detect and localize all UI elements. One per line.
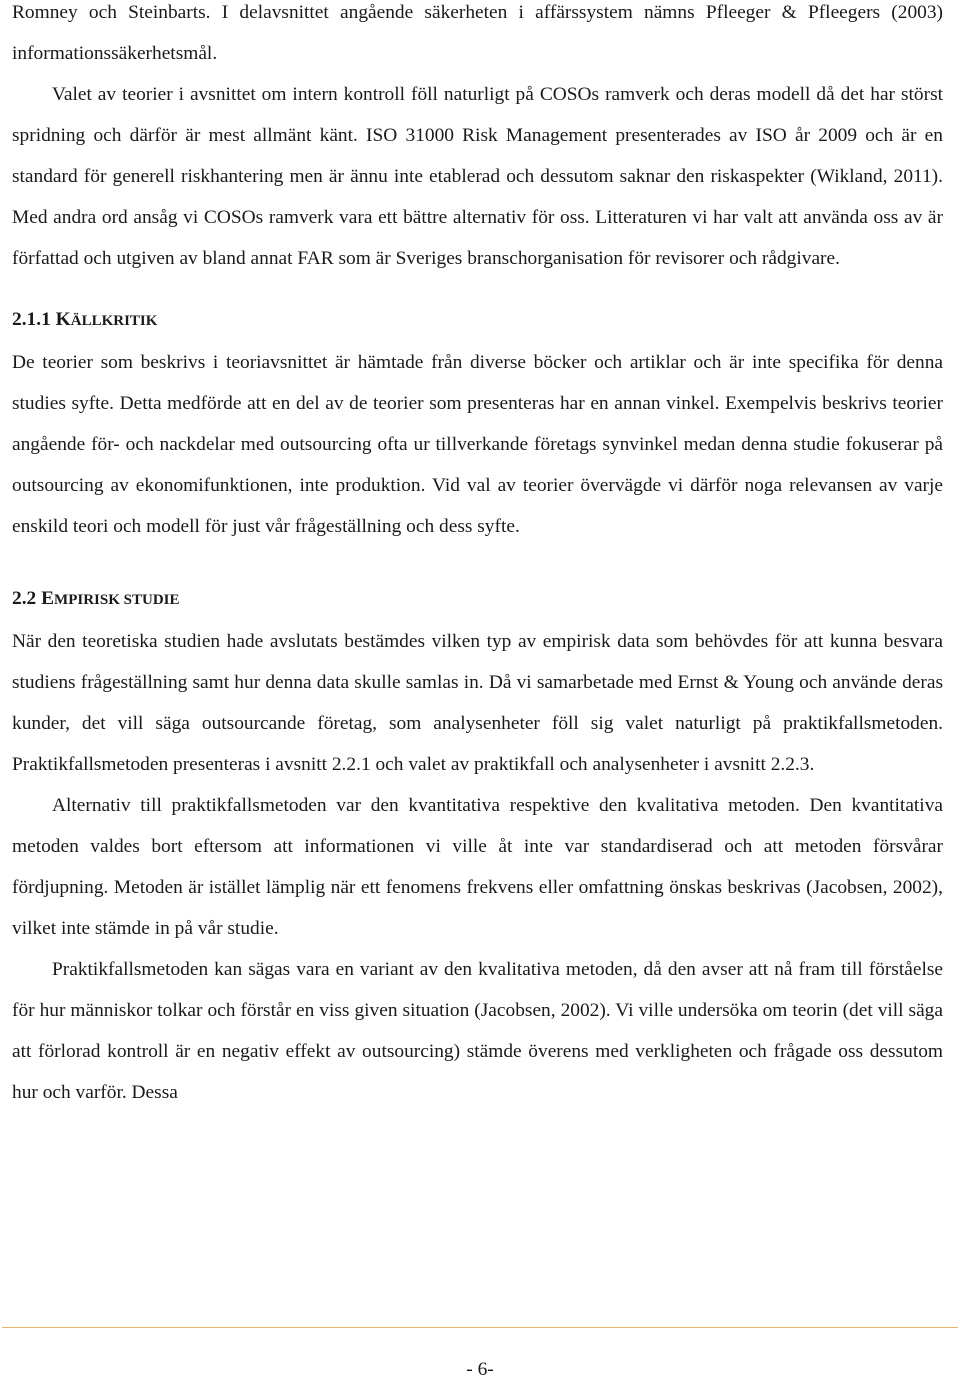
paragraph-theory-choice: Valet av teorier i avsnittet om intern kontroll föll naturligt på COSOs ramverk och deras modell då det har störst spridning och därför är mest allmänt känt. ISO 31000 Risk Management presenterades av ISO år 2009 och är en standard för generell riskhantering men är ännu inte etablerad och dessutom saknar den riskaspekter (Wikland, 2011). Med andra ord ansåg vi COSOs ramverk vara ett bättre alternativ för oss. Litteraturen vi har valt att använda oss av är författad och utgiven av bland annat FAR som är Sveriges branschorganisation för revisorer och rådgivare.: [12, 84, 943, 269]
heading-empirisk-initial: E: [41, 588, 55, 609]
heading-kallkritik: [12, 299, 943, 342]
heading-empirisk-rest: MPIRISK STUDIE: [54, 592, 180, 608]
page-number: - 6-: [466, 1359, 494, 1380]
paragraph-kallkritik: De teorier som beskrivs i teoriavsnittet är hämtade från diverse böcker och artiklar och är inte specifika för denna studies syfte. Detta medförde att en del av de teorier som presenteras har en annan vinkel. Exempelvis beskrivs teorier angående för- och nackdelar med outsourcing ofta ur tillverkande företags synvinkel medan denna studie fokuserar på outsourcing av ekonomifunktionen, inte produktion. Vid val av teorier övervägde vi därför noga relevansen av varje enskild teori och modell för just vår frågeställning och dess syfte.: [12, 352, 943, 537]
heading-kallkritik-rest: ÄLLKRITIK: [70, 313, 158, 329]
paragraph-empirisk-3: Praktikfallsmetoden kan sägas vara en variant av den kvalitativa metoden, då den avser att nå fram till förståelse för hur människor tolkar och förstår en viss given situation (Jacobsen, 2002). Vi ville undersöka om teorin (det vill säga att förlorad kontroll är en negativ effekt av outsourcing) stämde överens med verkligheten och frågade oss dessutom hur och varför. Dessa: [12, 959, 943, 1103]
heading-kallkritik-initial: K: [55, 309, 71, 330]
footer-rule: [2, 1327, 958, 1328]
heading-empirisk-studie: [12, 578, 943, 621]
paragraph-empirisk-1: När den teoretiska studien hade avslutats bestämdes vilken typ av empirisk data som behövdes för att kunna besvara studiens frågeställning samt hur denna data skulle samlas in. Då vi samarbetade med Ernst & Young och använde deras kunder, det vill säga outsourcande företag, som analysenheter föll sig valet naturligt på praktikfallsmetoden. Praktikfallsmetoden presenteras i avsnitt 2.2.1 och valet av praktikfall och analysenheter i avsnitt 2.2.3.: [12, 631, 943, 775]
paragraph-empirisk-2: Alternativ till praktikfallsmetoden var den kvantitativa respektive den kvalitativa metoden. Den kvantitativa metoden valdes bort eftersom att informationen vi ville åt inte var standardiserad och att metoden försvårar fördjupning. Metoden är istället lämplig när ett fenomens frekvens eller omfattning önskas beskrivas (Jacobsen, 2002), vilket inte stämde in på vår studie.: [12, 795, 943, 939]
heading-kallkritik-number: 2.1.1: [12, 309, 51, 330]
paragraph-intro-continued: Romney och Steinbarts. I delavsnittet angående säkerheten i affärssystem nämns Pfleeger & Pfleegers (2003) informationssäkerhetsmål.: [12, 2, 943, 64]
document-page: [12, 0, 943, 1113]
heading-empirisk-number: 2.2: [12, 588, 37, 609]
